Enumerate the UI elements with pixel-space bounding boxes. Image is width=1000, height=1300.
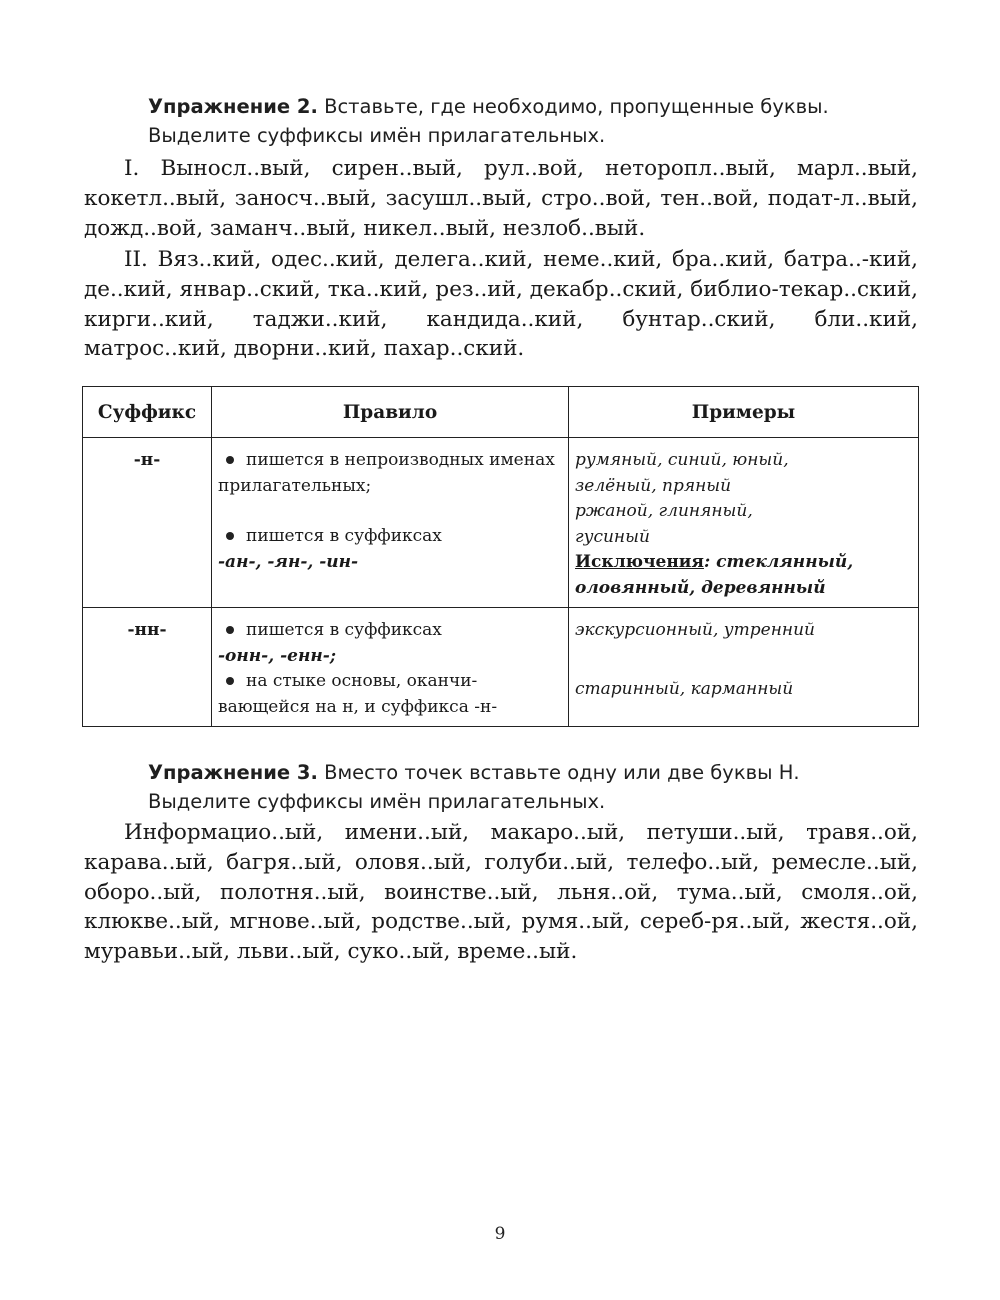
bullet-icon [226,456,234,464]
row2-rule [212,608,569,727]
table-row [83,438,919,608]
row2-examples [569,608,919,727]
header-examples: Примеры [569,387,919,438]
row2-rule-1-suffixes [218,644,562,670]
row1-rule-2-line-2: -ан-, -ян-, -ин- [218,551,359,572]
row1-rule-2-line-1: пишется в суффиксах [246,526,442,546]
row1-suffix: -н- [83,438,212,608]
row1-example-line-2: зелёный, пряный [575,475,732,496]
exercise-3-instruction [148,758,908,816]
exercise-2-part-2 [84,245,918,364]
row2-rule-1-line-2: -онн-, -енн-; [218,645,337,666]
exercise-3-text: Вместо точек вставьте одну или две буквы Н. Выделите суффиксы имён прилагательных. [148,761,800,813]
row2-example-line-2: старинный, карманный [575,678,794,699]
exceptions-line-1: : стеклянный, [703,552,854,572]
row1-example-line-4: гусиный [575,526,650,547]
exercise-3-label: Упражнение 3. [148,761,318,784]
row2-rule-item-2 [218,669,562,695]
row1-exceptions [575,550,912,576]
exercise-2-part-2-text: II. Вяз..кий, одес..кий, делега..кий, неме..кий, бра..кий, батра..-кий, де..кий, январ..ский, тка..кий, рез..ий, декабр..ский, библио-текар..ский, кирги..кий, таджи..кий, кандида..кий, бунтар..ский, бли..кий, матрос..кий, дворни..кий, пахар..ский. [84,247,918,362]
exceptions-label: Исключения [575,552,704,572]
exercise-2-part-1 [84,154,918,243]
exercise-2-part-1-text: I. Выносл..вый, сирен..вый, рул..вой, неторопл..вый, марл..вый, кокетл..вый, заносч..вый, засушл..вый, стро..вой, тен..вой, подат-л..вый, дожд..вой, заманч..вый, никел..вый, незлоб..вый. [84,156,918,241]
bullet-icon [226,677,234,685]
row1-rule-1-text: пишется в непроизводных именах прилагательных; [218,450,555,496]
exercise-2-text: Вставьте, где необходимо, пропущенные буквы. Выделите суффиксы имён прилагательных. [148,95,829,147]
row2-rule-1-line-1: пишется в суффиксах [246,620,442,640]
table-header-row [83,387,919,438]
exceptions-line-2: оловянный, деревянный [575,577,826,598]
header-rule: Правило [212,387,569,438]
row2-example-line-1: экскурсионный, утренний [575,620,816,640]
row2-rule-2-line-2: вающейся на н, и суффикса -н- [218,696,498,717]
bullet-icon [226,532,234,540]
row2-rule-item-1 [218,618,562,644]
exercise-3-words [84,818,918,967]
table-row [83,608,919,727]
row2-suffix: -нн- [83,608,212,727]
row1-rule [212,438,569,608]
row1-rule-item-2 [218,524,562,550]
page-number: 9 [494,1224,506,1244]
bullet-icon [226,626,234,634]
header-suffix: Суффикс [83,387,212,438]
exercise-2-label: Упражнение 2. [148,95,318,118]
row1-example-line-1: румяный, синий, юный, [575,450,789,470]
row1-rule-2-suffixes [218,550,562,576]
row1-example-line-3: ржаной, глиняный, [575,501,753,521]
row1-rule-item-1 [218,448,562,499]
exercise-3-words-text: Информацио..ый, имени..ый, макаро..ый, петуши..ый, травя..ой, карава..ый, багря..ый, оловя..ый, голуби..ый, телефо..ый, ремесле..ый, оборо..ый, полотня..ый, воинстве..ый, льня..ой, тума..ый, смоля..ой, клюкве..ый, мгнове..ый, родстве..ый, румя..ый, сереб-ря..ый, жестя..ой, муравьи..ый, льви..ый, суко..ый, време..ый. [84,820,918,965]
row1-examples [569,438,919,608]
row2-rule-2-line-1: на стыке основы, оканчи- [246,671,478,691]
suffix-rules-table [82,386,919,727]
exercise-2-instruction [148,92,908,150]
